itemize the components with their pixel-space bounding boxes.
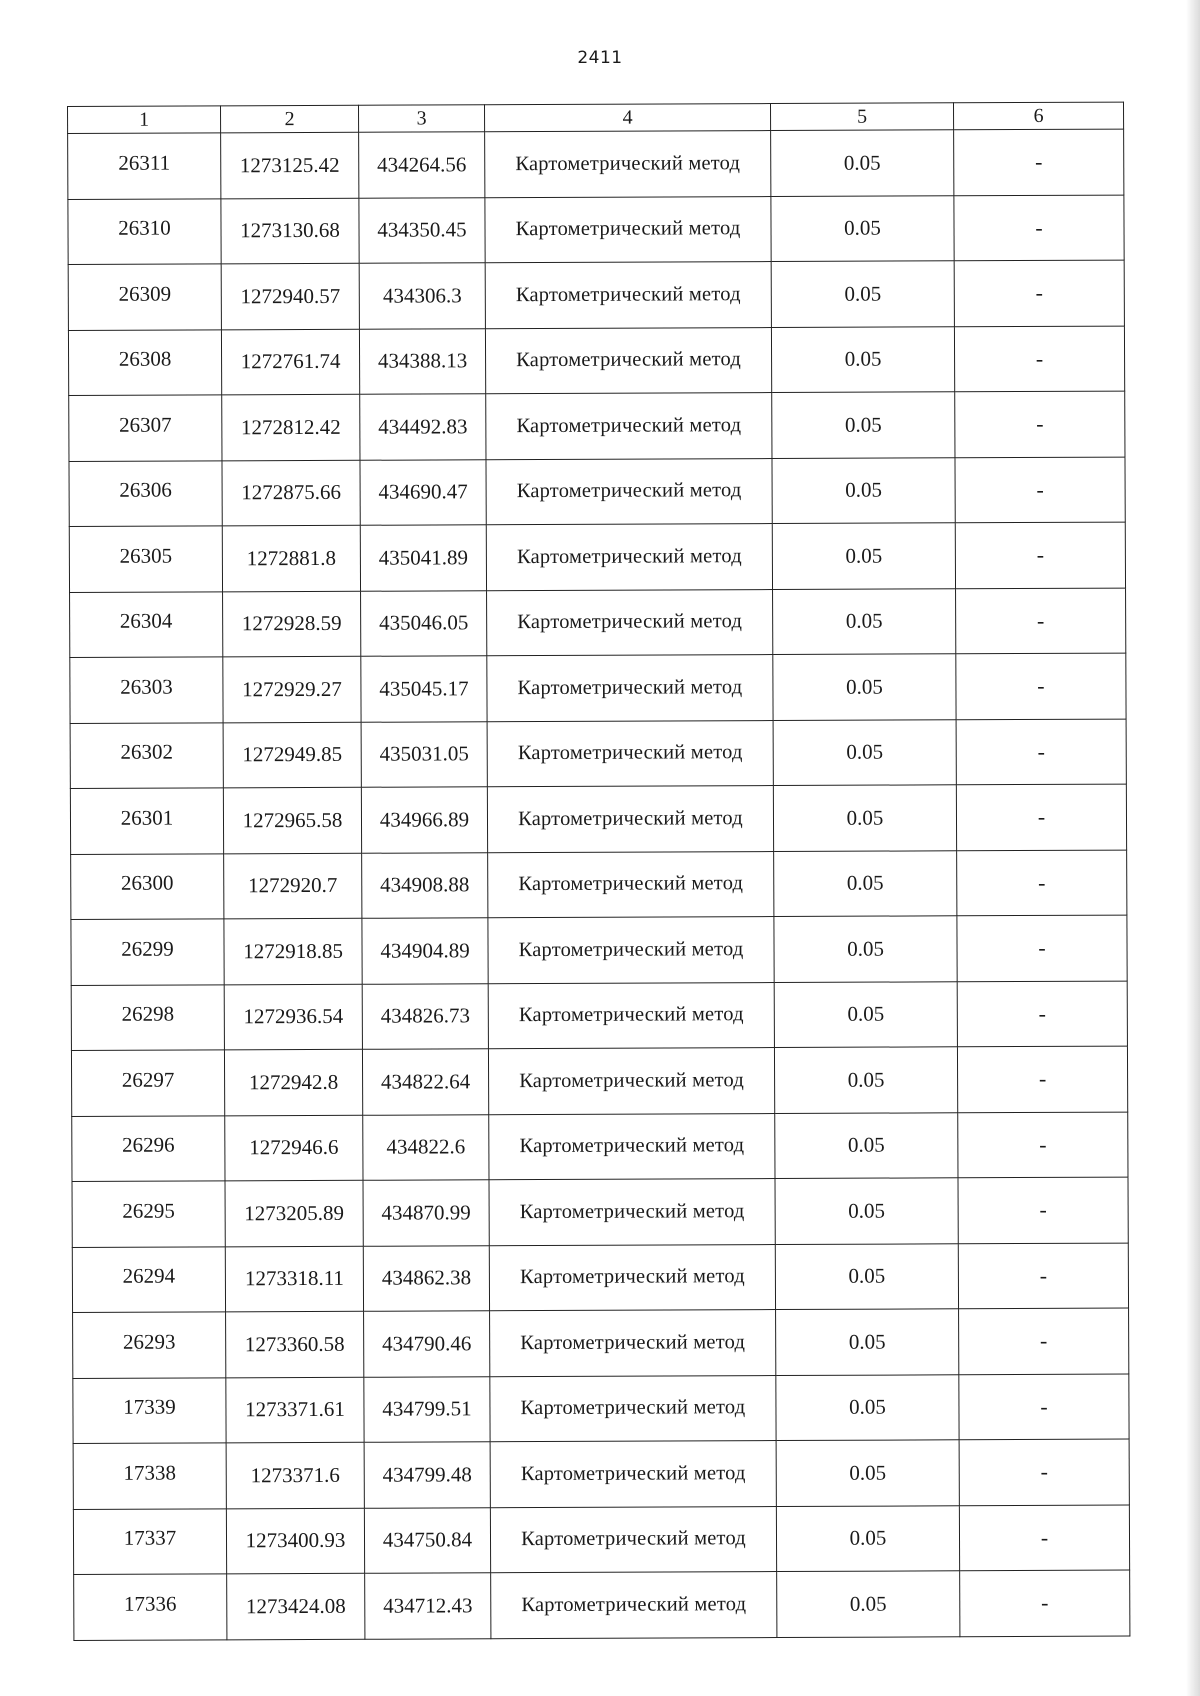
coordinate-x-cell: 1272965.58 [223,787,361,853]
coordinate-x-cell: 1273318.11 [225,1246,363,1312]
coordinate-x-cell: 1272928.59 [223,591,361,657]
point-number-cell: 26303 [70,657,223,723]
table-row [70,784,1126,854]
coordinate-y-cell: 434712.43 [365,1573,491,1639]
point-number-cell: 26301 [70,788,223,854]
accuracy-cell: 0.05 [774,916,957,982]
table-row [68,129,1124,199]
table-row [73,1505,1129,1575]
coordinate-x-cell: 1272949.85 [223,722,361,788]
method-cell: Картометрический метод [487,655,773,722]
coordinate-x-cell: 1273371.61 [226,1377,364,1443]
method-cell: Картометрический метод [489,1244,775,1311]
note-cell: - [959,1505,1129,1571]
note-cell: - [956,784,1126,850]
coordinate-x-cell: 1272761.74 [221,329,359,395]
point-number-cell: 26307 [69,395,222,461]
note-cell: - [956,719,1126,785]
coordinate-x-cell: 1272918.85 [224,918,362,984]
accuracy-cell: 0.05 [772,392,955,458]
note-cell: - [957,981,1127,1047]
method-cell: Картометрический метод [488,982,774,1049]
note-cell: - [956,653,1126,719]
table-row [72,1243,1128,1313]
point-number-cell: 26295 [72,1181,225,1247]
point-number-cell: 26309 [68,264,221,330]
point-number-cell: 26310 [68,198,221,264]
table-row [69,391,1125,461]
coordinate-x-cell: 1272942.8 [224,1049,362,1115]
accuracy-cell: 0.05 [775,1112,958,1178]
column-header: 2 [221,105,359,133]
column-header: 3 [358,105,484,133]
point-number-cell: 17338 [73,1443,226,1509]
note-cell: - [954,129,1124,195]
coordinate-y-cell: 434750.84 [364,1507,490,1573]
method-cell: Картометрический метод [491,1572,777,1639]
point-number-cell: 26304 [70,591,223,657]
method-cell: Картометрический метод [489,1113,775,1180]
note-cell: - [954,326,1124,392]
coordinate-x-cell: 1272920.7 [224,853,362,919]
accuracy-cell: 0.05 [773,785,956,851]
table-row [68,326,1124,396]
point-number-cell: 26299 [71,919,224,985]
method-cell: Картометрический метод [490,1506,776,1573]
accuracy-cell: 0.05 [776,1440,959,1506]
coordinate-x-cell: 1273125.42 [221,132,359,198]
column-header: 4 [484,104,770,132]
coordinate-y-cell: 435031.05 [361,721,487,787]
table-row [71,981,1127,1051]
point-number-cell: 26308 [68,329,221,395]
method-cell: Картометрический метод [488,917,774,984]
coordinate-y-cell: 434966.89 [361,787,487,853]
method-cell: Картометрический метод [485,196,771,263]
document-sheet [67,102,1129,1641]
coordinate-x-cell: 1273371.6 [226,1442,364,1508]
point-number-cell: 26300 [71,853,224,919]
method-cell: Картометрический метод [485,262,771,329]
coordinate-y-cell: 435041.89 [360,525,486,591]
note-cell: - [954,195,1124,261]
note-cell: - [958,1243,1128,1309]
coordinate-y-cell: 434822.64 [362,1049,488,1115]
note-cell: - [958,1112,1128,1178]
method-cell: Картометрический метод [487,786,773,853]
point-number-cell: 26302 [70,722,223,788]
coordinate-x-cell: 1273400.93 [226,1508,364,1574]
coordinate-y-cell: 434790.46 [364,1311,490,1377]
note-cell: - [957,915,1127,981]
method-cell: Картометрический метод [485,131,771,198]
point-number-cell: 26306 [69,460,222,526]
accuracy-cell: 0.05 [773,719,956,785]
note-cell: - [959,1439,1129,1505]
table-row [73,1374,1129,1444]
coordinate-x-cell: 1273205.89 [225,1180,363,1246]
accuracy-cell: 0.05 [773,588,956,654]
table-row [68,195,1124,265]
note-cell: - [957,850,1127,916]
coordinate-x-cell: 1272940.57 [221,263,359,329]
coordinate-y-cell: 434799.51 [364,1376,490,1442]
coordinate-x-cell: 1272946.6 [225,1115,363,1181]
method-cell: Картометрический метод [486,524,772,591]
method-cell: Картометрический метод [488,851,774,918]
coordinate-x-cell: 1273424.08 [227,1573,365,1639]
coordinate-x-cell: 1273360.58 [226,1311,364,1377]
coordinate-y-cell: 434306.3 [359,263,485,329]
accuracy-cell: 0.05 [774,981,957,1047]
accuracy-cell: 0.05 [771,261,954,327]
coordinate-y-cell: 434264.56 [359,132,485,198]
note-cell: - [954,260,1124,326]
coordinates-table [67,102,1130,1641]
coordinate-y-cell: 435046.05 [361,590,487,656]
table-row [71,850,1127,920]
coordinate-y-cell: 434690.47 [360,459,486,525]
method-cell: Картометрический метод [486,393,772,460]
coordinate-y-cell: 434822.6 [363,1114,489,1180]
accuracy-cell: 0.05 [772,523,955,589]
coordinate-y-cell: 434799.48 [364,1442,490,1508]
method-cell: Картометрический метод [489,1179,775,1246]
coordinate-y-cell: 434350.45 [359,197,485,263]
accuracy-cell: 0.05 [777,1571,960,1637]
accuracy-cell: 0.05 [775,1178,958,1244]
coordinate-x-cell: 1272812.42 [222,394,360,460]
accuracy-cell: 0.05 [776,1505,959,1571]
page-number: 2411 [577,48,623,68]
note-cell: - [955,457,1125,523]
scan-edge-shadow [1186,0,1200,1696]
accuracy-cell: 0.05 [774,1047,957,1113]
table-row [71,915,1127,985]
note-cell: - [955,522,1125,588]
coordinate-x-cell: 1272929.27 [223,656,361,722]
note-cell: - [959,1308,1129,1374]
method-cell: Картометрический метод [490,1375,776,1442]
table-row [72,1177,1128,1247]
table-body [68,129,1130,1640]
method-cell: Картометрический метод [490,1441,776,1508]
point-number-cell: 17336 [74,1574,227,1640]
table-row [73,1308,1129,1378]
table-row [72,1112,1128,1182]
table-row [69,522,1125,592]
note-cell: - [958,1177,1128,1243]
coordinate-y-cell: 434908.88 [362,852,488,918]
point-number-cell: 17339 [73,1377,226,1443]
method-cell: Картометрический метод [487,589,773,656]
method-cell: Картометрический метод [490,1310,776,1377]
coordinate-x-cell: 1272936.54 [224,984,362,1050]
method-cell: Картометрический метод [488,1048,774,1115]
table-row [73,1439,1129,1509]
coordinate-x-cell: 1272881.8 [222,525,360,591]
coordinate-x-cell: 1272875.66 [222,460,360,526]
coordinate-y-cell: 435045.17 [361,656,487,722]
point-number-cell: 26311 [68,133,221,199]
coordinate-x-cell: 1273130.68 [221,198,359,264]
note-cell: - [955,391,1125,457]
note-cell: - [959,1374,1129,1440]
note-cell: - [960,1570,1130,1636]
point-number-cell: 26296 [72,1115,225,1181]
accuracy-cell: 0.05 [776,1374,959,1440]
table-row [70,653,1126,723]
point-number-cell: 17337 [73,1508,226,1574]
accuracy-cell: 0.05 [771,195,954,261]
accuracy-cell: 0.05 [776,1309,959,1375]
coordinate-y-cell: 434388.13 [359,328,485,394]
method-cell: Картометрический метод [487,720,773,787]
table-row [70,719,1126,789]
point-number-cell: 26297 [71,1050,224,1116]
coordinate-y-cell: 434862.38 [363,1245,489,1311]
table-row [74,1570,1130,1640]
accuracy-cell: 0.05 [775,1243,958,1309]
column-header: 5 [770,103,953,131]
method-cell: Картометрический метод [486,458,772,525]
note-cell: - [957,1046,1127,1112]
point-number-cell: 26294 [72,1246,225,1312]
accuracy-cell: 0.05 [773,654,956,720]
accuracy-cell: 0.05 [774,850,957,916]
accuracy-cell: 0.05 [771,326,954,392]
table-row [70,588,1126,658]
point-number-cell: 26293 [73,1312,226,1378]
table-row [71,1046,1127,1116]
coordinate-y-cell: 434870.99 [363,1180,489,1246]
method-cell: Картометрический метод [485,327,771,394]
point-number-cell: 26305 [69,526,222,592]
column-header: 1 [68,106,221,134]
coordinate-y-cell: 434492.83 [360,394,486,460]
table-row [68,260,1124,330]
note-cell: - [956,588,1126,654]
table-row [69,457,1125,527]
coordinate-y-cell: 434904.89 [362,918,488,984]
coordinate-y-cell: 434826.73 [362,983,488,1049]
accuracy-cell: 0.05 [772,457,955,523]
point-number-cell: 26298 [71,984,224,1050]
column-header: 6 [953,102,1123,130]
accuracy-cell: 0.05 [771,130,954,196]
